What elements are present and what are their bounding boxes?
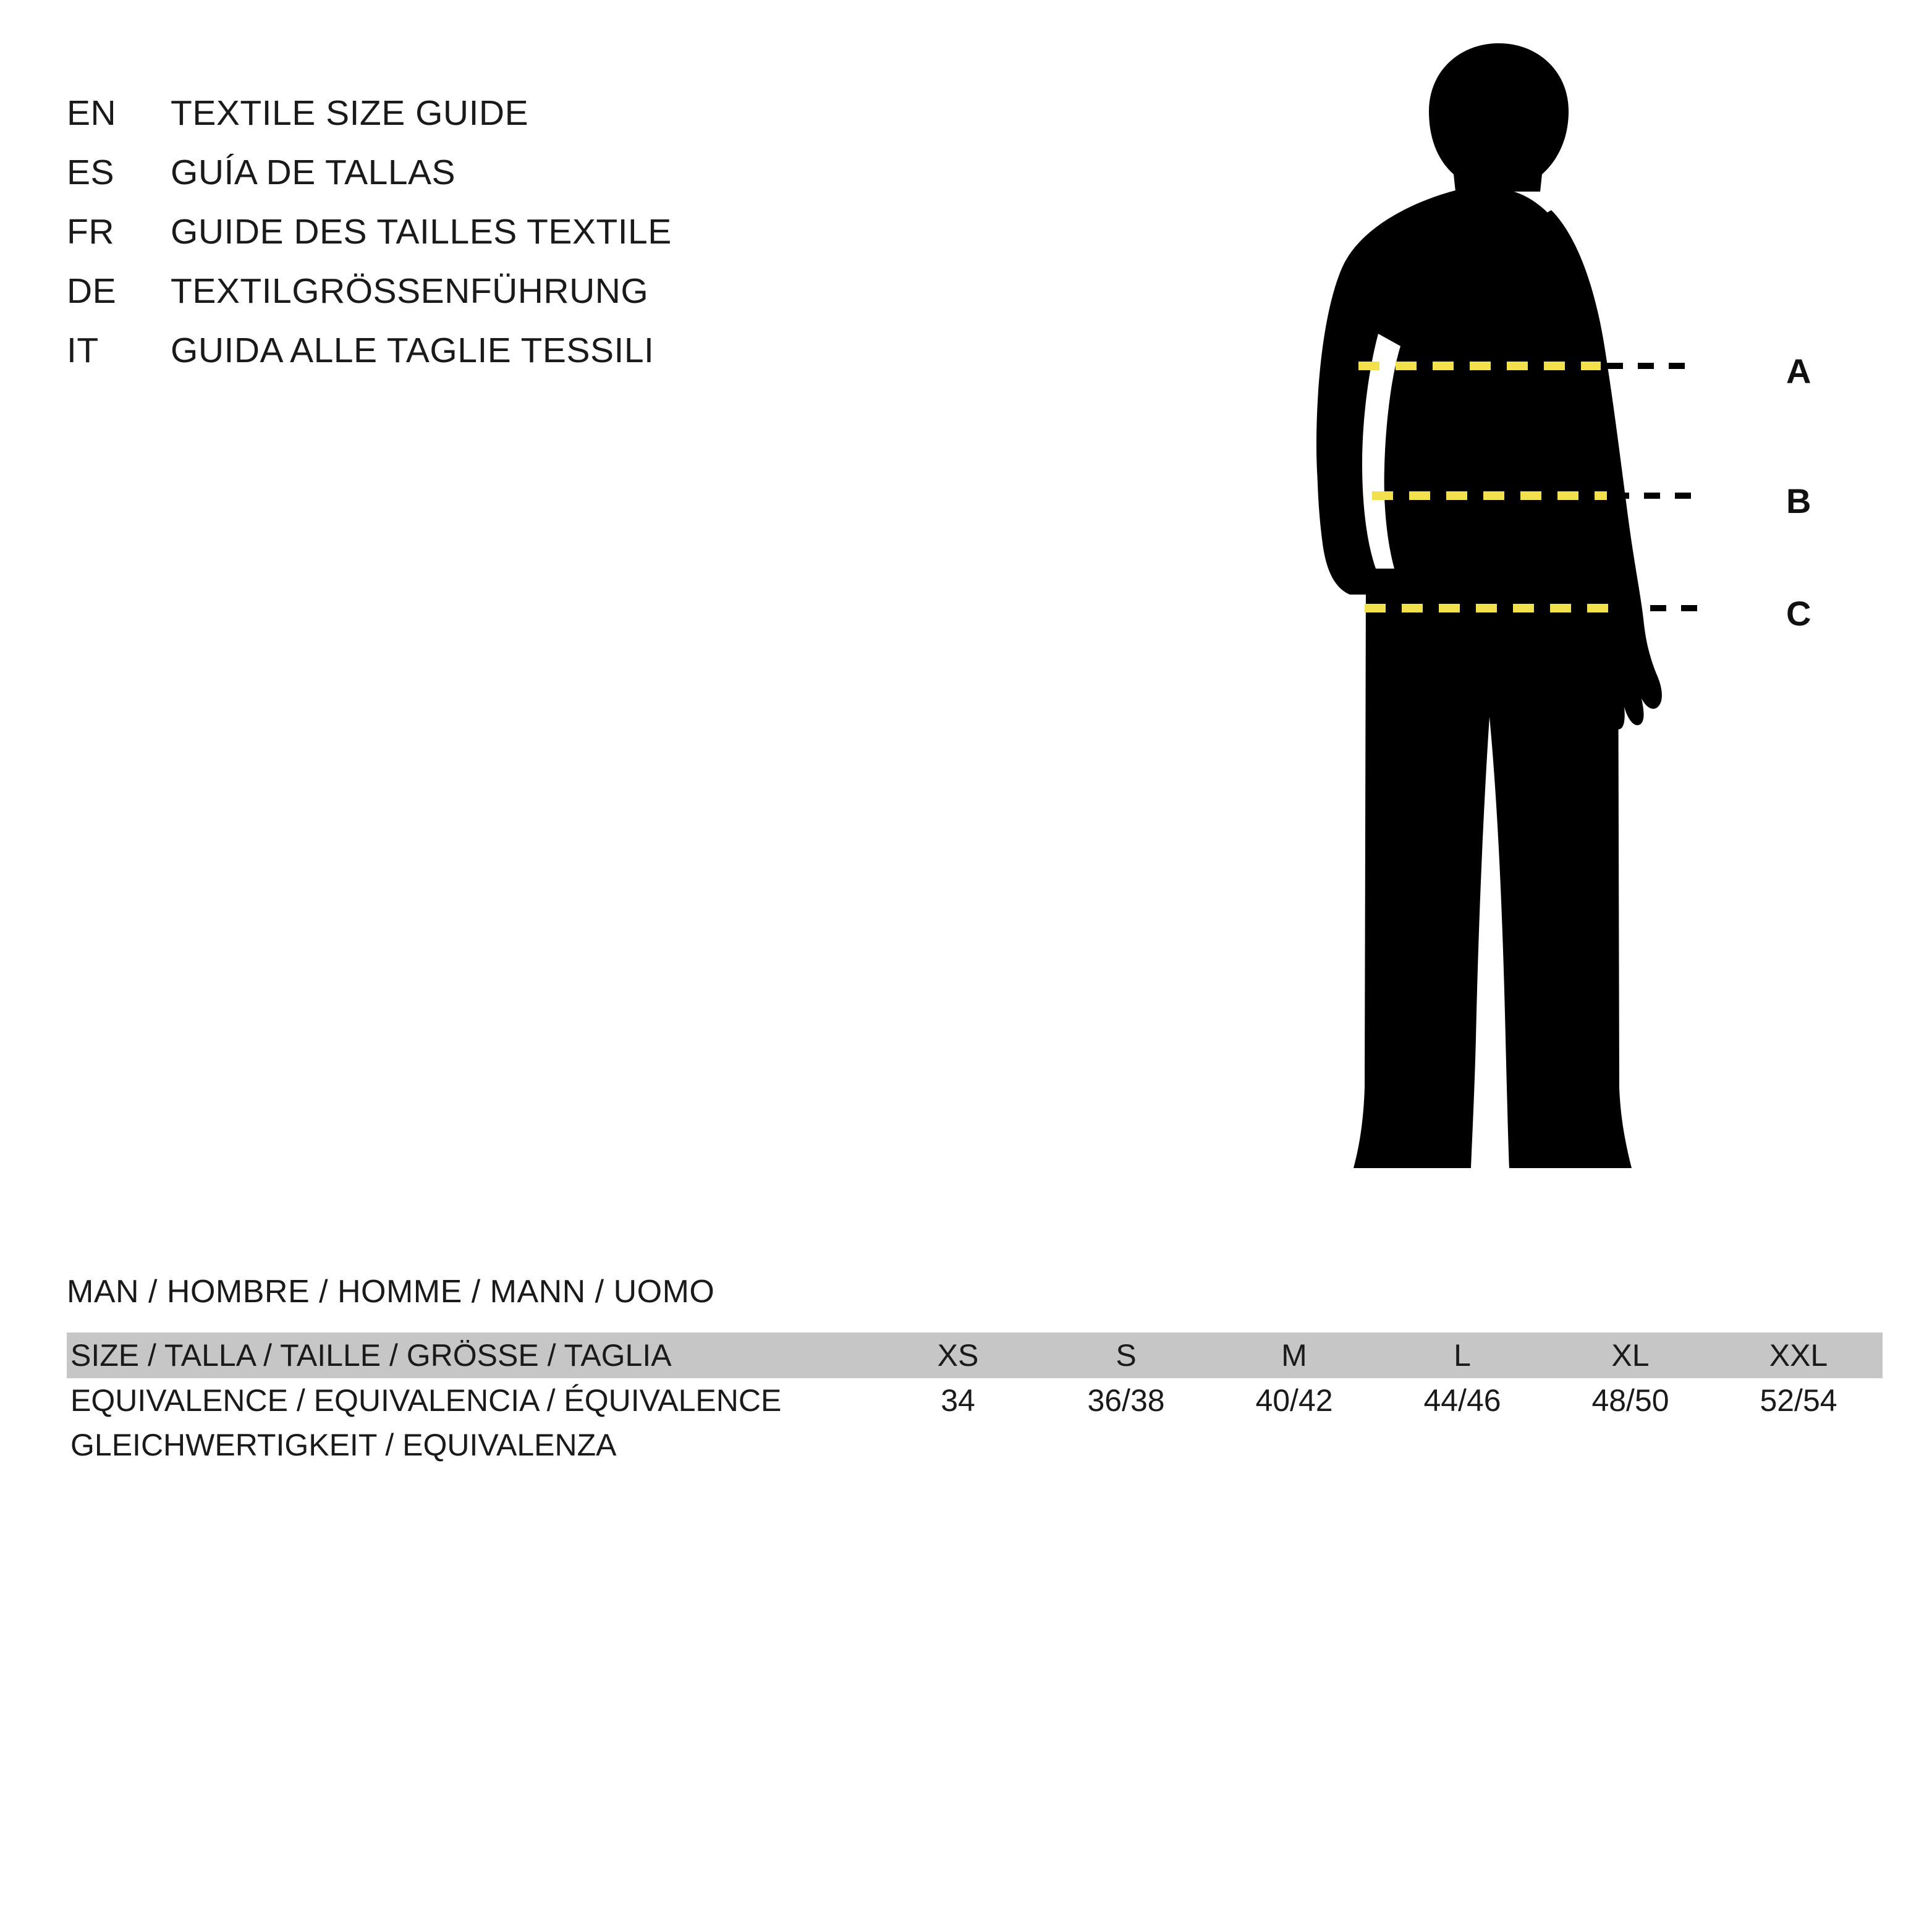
equivalence-xs: 34 [941,1383,975,1418]
header-size-xxl: XXL [1714,1332,1883,1378]
equivalence-xl: 48/50 [1591,1383,1669,1418]
header-size-l: L [1378,1332,1546,1378]
language-code-es: ES [67,153,115,192]
header-size-xs: XS [874,1332,1042,1378]
language-title-fr: GUIDE DES TAILLES TEXTILE [171,212,672,252]
language-list [67,93,870,389]
language-row-de [67,271,870,330]
header-size-label: SIZE / TALLA / TAILLE / GRÖSSE / TAGLIA [67,1332,874,1378]
measure-label-b: B [1786,481,1811,520]
equivalence-label: EQUIVALENCE / EQUIVALENCIA / ÉQUIVALENCE [70,1383,782,1418]
language-code-fr: FR [67,212,114,252]
language-row-fr [67,211,870,271]
size-table [67,1332,1883,1423]
language-title-es: GUÍA DE TALLAS [171,153,456,192]
equivalence-l: 44/46 [1423,1383,1501,1418]
language-code-de: DE [67,271,117,311]
table-row [67,1378,1883,1423]
equivalence-xxl: 52/54 [1760,1383,1837,1418]
header-size-s: S [1042,1332,1210,1378]
head-shape [1429,43,1569,192]
language-row-es [67,152,870,211]
language-code-en: EN [67,93,117,133]
measure-label-c: C [1786,594,1811,633]
silhouette-svg [1286,37,1904,1230]
language-title-en: TEXTILE SIZE GUIDE [171,93,529,133]
equivalence-s: 36/38 [1087,1383,1165,1418]
language-row-en [67,93,870,152]
equivalence-label-line2: GLEICHWERTIGKEIT / EQUIVALENZA [70,1428,617,1462]
table-caption: MAN / HOMBRE / HOMME / MANN / UOMO [67,1274,715,1310]
measure-label-a: A [1786,352,1811,391]
header-size-xl: XL [1546,1332,1714,1378]
body-figure-diagram [1286,37,1904,1230]
equivalence-m: 40/42 [1255,1383,1333,1418]
table-header-row [67,1332,1883,1378]
header-size-m: M [1210,1332,1378,1378]
language-row-it [67,330,870,389]
language-code-it: IT [67,331,99,370]
neck-shape [1455,185,1511,199]
size-table-block [67,1273,1878,1467]
language-title-it: GUIDA ALLE TAGLIE TESSILI [171,331,655,370]
language-title-de: TEXTILGRÖSSENFÜHRUNG [171,271,649,311]
